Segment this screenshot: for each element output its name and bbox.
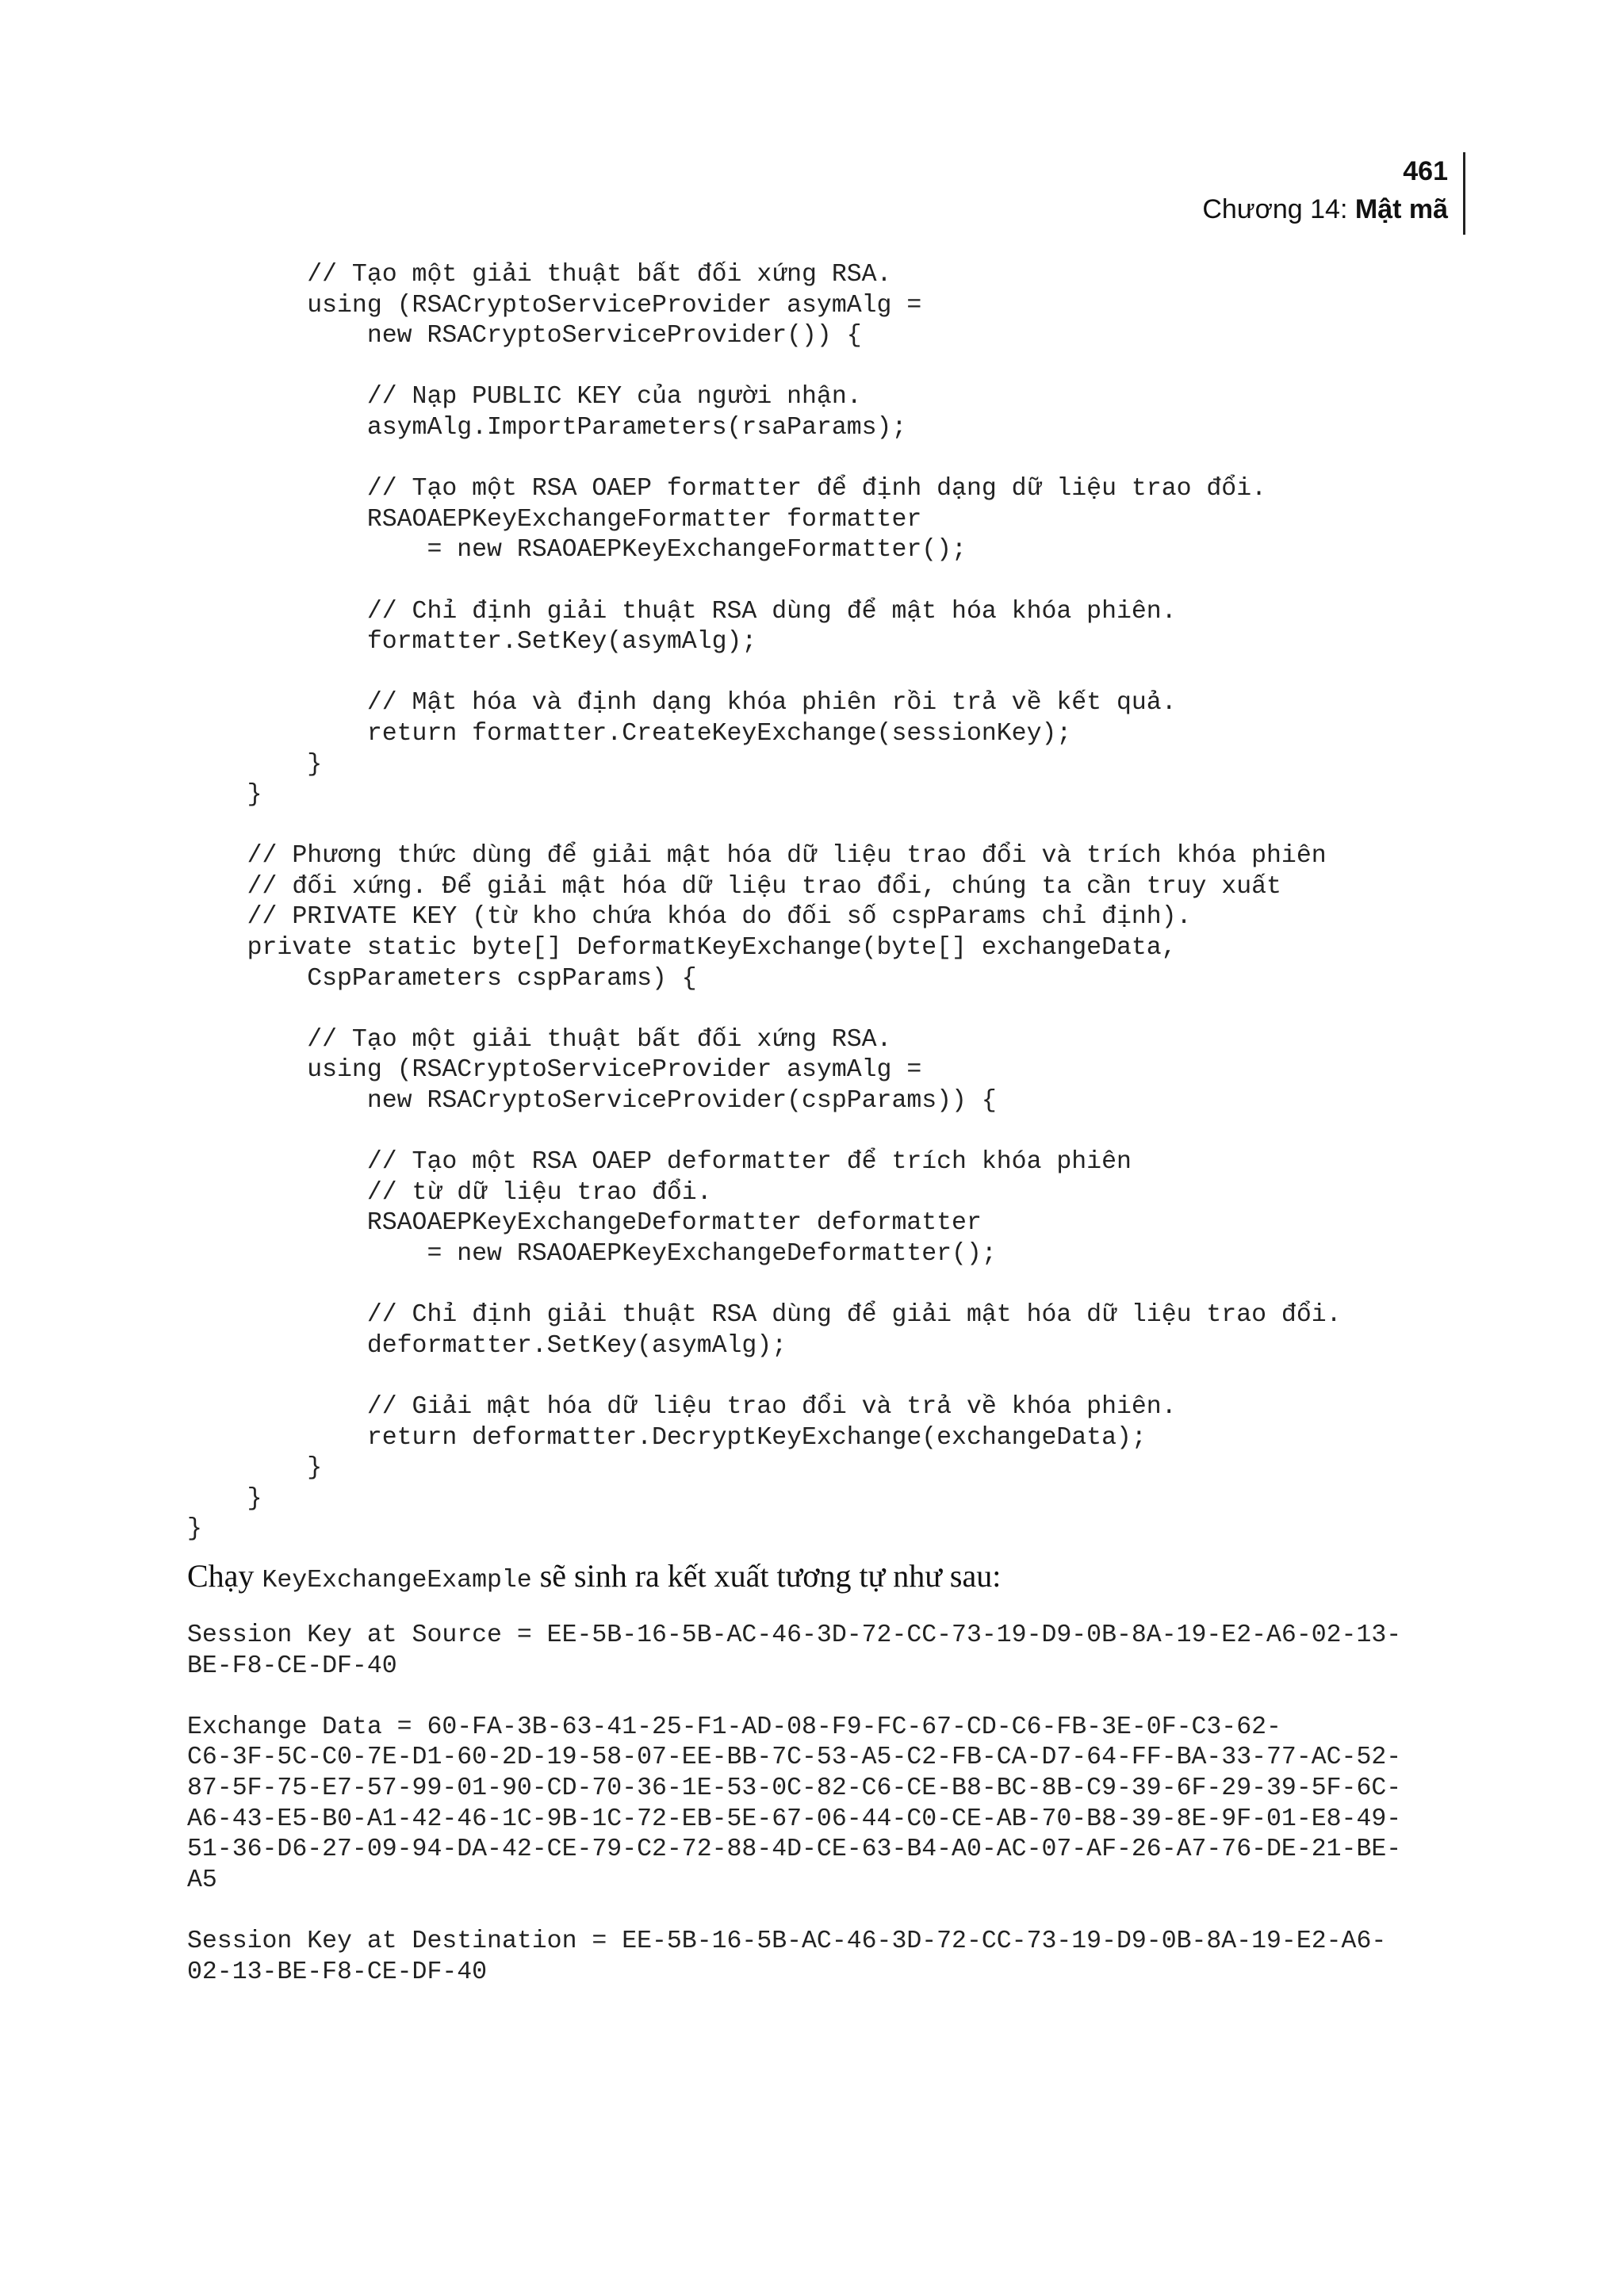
code-line: private static byte[] DeformatKeyExchange(byte[] exchangeData,: [187, 934, 1177, 963]
code-line: = new RSAOAEPKeyExchangeDeformatter();: [187, 1240, 997, 1268]
code-line: using (RSACryptoServiceProvider asymAlg =: [187, 1056, 922, 1085]
code-line: // Tạo một giải thuật bất đối xứng RSA.: [187, 261, 892, 289]
code-line: CspParameters cspParams) {: [187, 964, 697, 993]
code-line: [187, 444, 1342, 475]
code-line: return formatter.CreateKeyExchange(sessionKey);: [187, 719, 1072, 748]
code-line: [187, 566, 1342, 597]
code-line: [187, 658, 1342, 689]
output-line: A6-43-E5-B0-A1-42-46-1C-9B-1C-72-EB-5E-67-06-44-C0-CE-AB-70-B8-39-8E-9F-01-E8-49-: [187, 1805, 1402, 1833]
code-line: }: [187, 1484, 262, 1513]
output-line: 87-5F-75-E7-57-99-01-90-CD-70-36-1E-53-0C-82-C6-CE-B8-BC-8B-C9-39-6F-29-39-5F-6C-: [187, 1774, 1402, 1802]
code-line: [187, 811, 1342, 842]
output-line: C6-3F-5C-C0-7E-D1-60-2D-19-58-07-EE-BB-7C-53-A5-C2-FB-CA-D7-64-FF-BA-33-77-AC-52-: [187, 1744, 1402, 1772]
code-line: // từ dữ liệu trao đổi.: [187, 1178, 712, 1207]
inline-code-class-name: KeyExchangeExample: [262, 1567, 532, 1594]
code-line: [187, 994, 1342, 1025]
code-line: // đối xứng. Để giải mật hóa dữ liệu trao đổi, chúng ta cần truy xuất: [187, 872, 1281, 901]
chapter-name: Mật mã: [1354, 194, 1448, 224]
code-line: }: [187, 750, 323, 779]
code-line: = new RSAOAEPKeyExchangeFormatter();: [187, 536, 967, 565]
code-line: }: [187, 1454, 323, 1483]
page-number: 461: [1403, 156, 1448, 186]
code-line: // Tạo một RSA OAEP deformatter để trích khóa phiên: [187, 1148, 1132, 1177]
output-line: 51-36-D6-27-09-94-DA-42-CE-79-C2-72-88-4D-CE-63-B4-A0-AC-07-AF-26-A7-76-DE-21-BE-: [187, 1836, 1402, 1864]
chapter-title: [1202, 190, 1448, 228]
output-line: [187, 1682, 1401, 1713]
code-line: RSAOAEPKeyExchangeFormatter formatter: [187, 505, 922, 534]
code-line: // PRIVATE KEY (từ kho chứa khóa do đối số cspParams chỉ định).: [187, 903, 1192, 932]
output-line: A5: [187, 1866, 217, 1894]
code-line: using (RSACryptoServiceProvider asymAlg =: [187, 291, 922, 320]
code-line: }: [187, 781, 262, 810]
code-line: // Chỉ định giải thuật RSA dùng để giải mật hóa dữ liệu trao đổi.: [187, 1301, 1342, 1330]
output-line: Session Key at Source = EE-5B-16-5B-AC-46-3D-72-CC-73-19-D9-0B-8A-19-E2-A6-02-13-: [187, 1621, 1402, 1649]
intro-text-after: sẽ sinh ra kết xuất tương tự như sau:: [531, 1558, 1002, 1594]
code-line: // Giải mật hóa dữ liệu trao đổi và trả về khóa phiên.: [187, 1392, 1177, 1421]
code-line: // Phương thức dùng để giải mật hóa dữ liệu trao đổi và trích khóa phiên: [187, 842, 1327, 871]
intro-text-before: Chạy: [187, 1558, 262, 1594]
code-line: // Tạo một RSA OAEP formatter để định dạng dữ liệu trao đổi.: [187, 475, 1267, 503]
output-line: BE-F8-CE-DF-40: [187, 1652, 397, 1680]
code-line: return deformatter.DecryptKeyExchange(exchangeData);: [187, 1423, 1147, 1452]
output-line: Session Key at Destination = EE-5B-16-5B-AC-46-3D-72-CC-73-19-D9-0B-8A-19-E2-A6-: [187, 1927, 1387, 1955]
code-line: // Nạp PUBLIC KEY của người nhận.: [187, 383, 862, 412]
code-line: [187, 1117, 1342, 1148]
output-line: 02-13-BE-F8-CE-DF-40: [187, 1958, 488, 1986]
code-line: // Mật hóa và định dạng khóa phiên rồi trả về kết quả.: [187, 689, 1177, 718]
code-line: asymAlg.ImportParameters(rsaParams);: [187, 413, 907, 442]
code-listing: [187, 260, 1342, 1545]
code-line: // Chỉ định giải thuật RSA dùng để mật hóa khóa phiên.: [187, 597, 1177, 626]
output-line: Exchange Data = 60-FA-3B-63-41-25-F1-AD-08-F9-FC-67-CD-C6-FB-3E-0F-C3-62-: [187, 1713, 1281, 1741]
code-line: RSAOAEPKeyExchangeDeformatter deformatter: [187, 1209, 982, 1238]
code-line: new RSACryptoServiceProvider(cspParams)) {: [187, 1087, 997, 1116]
code-line: [187, 1270, 1342, 1301]
output-line: [187, 1896, 1401, 1927]
output-intro-paragraph: [187, 1556, 1001, 1602]
code-line: }: [187, 1515, 202, 1544]
chapter-prefix: Chương 14:: [1202, 194, 1355, 224]
page-header: [1202, 152, 1465, 228]
code-line: formatter.SetKey(asymAlg);: [187, 628, 757, 657]
code-line: deformatter.SetKey(asymAlg);: [187, 1331, 787, 1360]
code-line: // Tạo một giải thuật bất đối xứng RSA.: [187, 1025, 892, 1054]
code-line: [187, 1361, 1342, 1392]
code-line: new RSACryptoServiceProvider()) {: [187, 322, 862, 350]
code-line: [187, 352, 1342, 383]
header-rule: [1463, 152, 1465, 235]
program-output: [187, 1621, 1401, 1988]
